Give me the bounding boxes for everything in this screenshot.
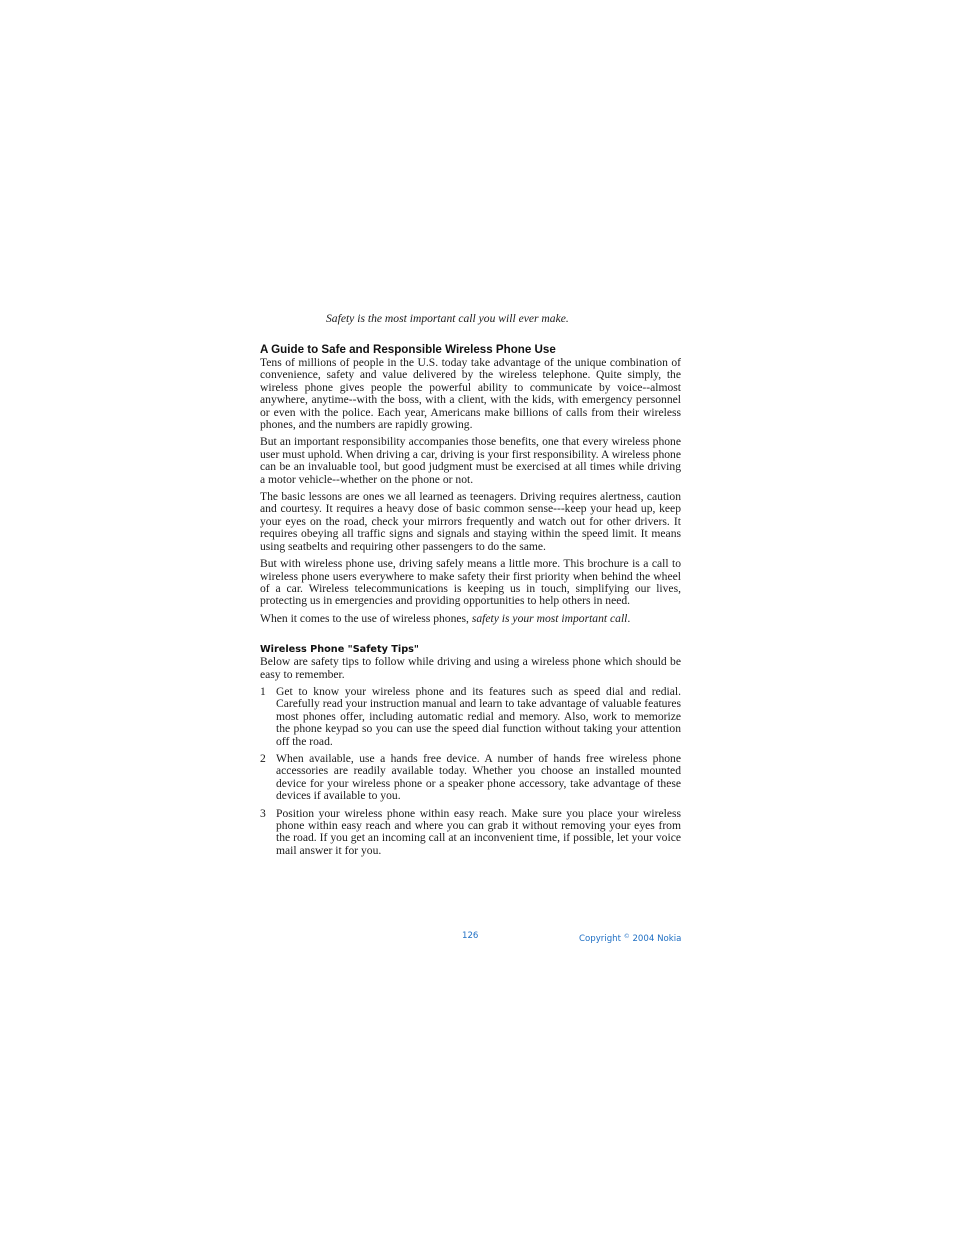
paragraph: But an important responsibility accompanies those benefits, one that every wireless phone user must uphold. When driving a car, driving is your first responsibility. A wireless phone can be an invaluable tool, but good judgment must be exercised at all times while driving a motor vehicle--whether on the phone or not.: [260, 435, 681, 486]
document-body: [260, 343, 681, 862]
list-text: When available, use a hands free device. A number of hands free wireless phone accessories are readily available today. Whether you choose an installed mounted device for your wireless phone or a speaker phone accessory, take advantage of these devices if available to you.: [276, 751, 681, 803]
copyright-prefix: Copyright: [579, 934, 624, 944]
list-item: [260, 753, 681, 803]
list-item: [260, 808, 681, 858]
subsection-title: Wireless Phone "Safety Tips": [260, 644, 419, 656]
copyright-symbol: ©: [623, 933, 630, 940]
paragraph: Tens of millions of people in the U.S. today take advantage of the unique combination of convenience, safety and value delivered by the wireless telephone. Quite simply, the wireless phone gives people the powerful ability to communicate by voice--almost anywhere, anytime--with the boss, with a client, with the kids, with emergency personnel or even with the police. Each year, Americans make billions of calls from their wireless phones, and the numbers are rapidly growing.: [260, 356, 681, 432]
list-text: Get to know your wireless phone and its features such as speed dial and redial. Carefully read your instruction manual and learn to take advantage of valuable features most phones offer, including automatic redial and memory. Also, work to memorize the phone keypad so you can use the speed dial function without taking your attention off the road.: [276, 684, 681, 748]
tips-intro: Below are safety tips to follow while driving and using a wireless phone which should be easy to remember.: [260, 655, 681, 681]
closing-emphasis: safety is your most important call: [471, 611, 628, 625]
copyright-suffix: 2004 Nokia: [629, 934, 682, 944]
closing-lead: When it comes to the use of wireless phones,: [260, 611, 472, 625]
closing-end: .: [627, 611, 631, 625]
copyright-notice: [579, 931, 681, 945]
section-title: A Guide to Safe and Responsible Wireless Phone Use: [260, 343, 556, 356]
closing-paragraph: [260, 613, 681, 625]
paragraph: But with wireless phone use, driving safely means a little more. This brochure is a call to wireless phone users everywhere to make safety their first priority when behind the wheel of a car. Wireless telecommunications is keeping us in touch, simplifying our lives, protecting us in emergencies and providing opportunities to help others in need.: [260, 557, 681, 608]
page-number: 126: [462, 931, 479, 941]
list-item: [260, 686, 681, 748]
safety-tips-list: [260, 686, 681, 857]
motto-line: Safety is the most important call you will ever make.: [326, 312, 569, 325]
list-text: Position your wireless phone within easy reach. Make sure you place your wireless phone within easy reach and where you can grab it without removing your eyes from the road. If you get an incoming call at an inconvenient time, if possible, let your voice mail answer it for you.: [276, 806, 681, 857]
list-number: 2: [260, 751, 266, 765]
paragraph: The basic lessons are ones we all learned as teenagers. Driving requires alertness, caution and courtesy. It requires a heavy dose of basic common sense---keep your head up, keep your eyes on the road, check your mirrors frequently and watch out for other drivers. It requires obeying all traffic signs and signals and staying within the speed limit. It means using seatbelts and requiring other passengers to do the same.: [260, 490, 681, 553]
list-number: 3: [260, 806, 266, 820]
list-number: 1: [260, 684, 266, 698]
